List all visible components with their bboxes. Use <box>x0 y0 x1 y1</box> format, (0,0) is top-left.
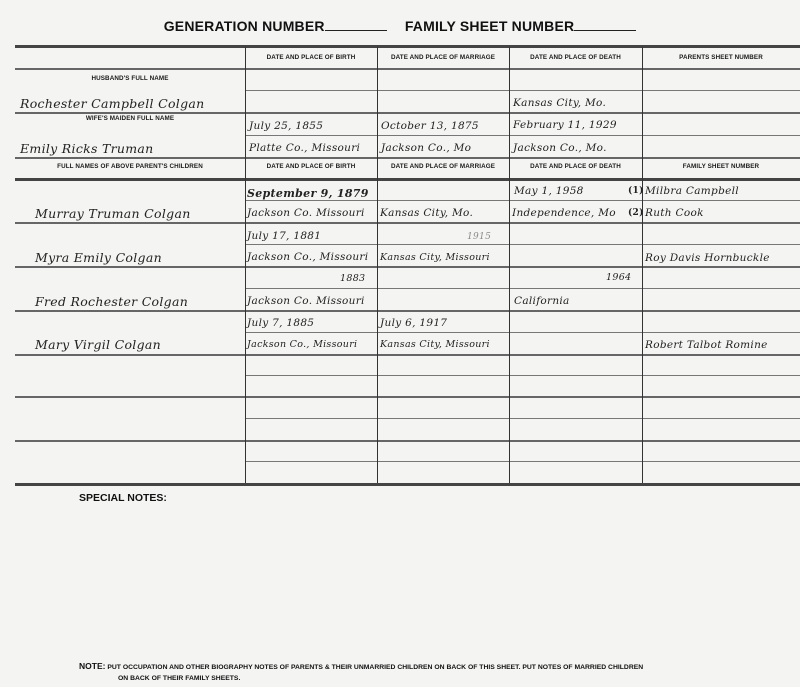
row-line <box>245 288 800 289</box>
child-4-name[interactable]: Mary Virgil Colgan <box>35 337 162 352</box>
child-1-name[interactable]: Murray Truman Colgan <box>35 206 191 221</box>
special-notes-area[interactable] <box>79 510 779 640</box>
wife-death-place[interactable]: Jackson Co., Mo. <box>513 142 607 154</box>
child-row-line <box>15 440 800 442</box>
child-2-name[interactable]: Myra Emily Colgan <box>35 250 162 265</box>
generation-number-label: GENERATION NUMBER <box>163 18 325 34</box>
column-divider <box>642 47 643 483</box>
husband-death-place[interactable]: Kansas City, Mo. <box>513 97 607 109</box>
child-2-spouse[interactable]: Roy Davis Hornbuckle <box>645 252 770 264</box>
row-line <box>245 135 800 136</box>
child-2-birth-date[interactable]: July 17, 1881 <box>247 230 322 242</box>
child-3-birth-place[interactable]: Jackson Co. Missouri <box>247 295 365 307</box>
child-3-death-date[interactable]: 1964 <box>606 272 632 283</box>
column-header-marriage-children: DATE AND PLACE OF MARRIAGE <box>390 163 496 170</box>
children-label: FULL NAMES OF ABOVE PARENT'S CHILDREN <box>57 163 203 170</box>
child-row-line <box>15 396 800 398</box>
table-bottom-border <box>15 483 800 486</box>
child-4-marriage-place[interactable]: Kansas City, Missouri <box>380 339 490 350</box>
row-line <box>245 375 800 376</box>
row-line <box>245 200 800 201</box>
row-line <box>245 461 800 462</box>
child-row-line <box>15 310 800 312</box>
child-2-marriage-date[interactable]: 1915 <box>467 232 492 242</box>
husband-label: HUSBAND'S FULL NAME <box>91 75 169 82</box>
wife-death-date[interactable]: February 11, 1929 <box>513 119 617 131</box>
wife-name[interactable]: Emily Ricks Truman <box>20 141 154 156</box>
column-header-parents-sheet: PARENTS SHEET NUMBER <box>679 54 763 61</box>
wife-birth-place[interactable]: Platte Co., Missouri <box>249 142 361 154</box>
wife-row-line <box>15 157 800 159</box>
child-4-birth-date[interactable]: July 7, 1885 <box>247 317 315 329</box>
column-header-birth: DATE AND PLACE OF BIRTH <box>266 54 356 61</box>
child-row-line <box>15 266 800 268</box>
column-header-family-sheet: FAMILY SHEET NUMBER <box>682 163 760 170</box>
child-3-name[interactable]: Fred Rochester Colgan <box>35 294 189 309</box>
row-line <box>245 332 800 333</box>
row-line <box>245 90 800 91</box>
husband-row-line <box>15 112 800 114</box>
child-1-spouse-1-marker: (1) <box>628 186 644 196</box>
child-2-birth-place[interactable]: Jackson Co., Missouri <box>247 251 369 263</box>
child-4-spouse[interactable]: Robert Talbot Romine <box>645 339 768 351</box>
child-3-death-place[interactable]: California <box>514 295 570 307</box>
footer-note-key: NOTE: <box>79 661 106 671</box>
header-divider <box>15 68 800 70</box>
column-divider <box>509 47 510 483</box>
child-1-spouse-2[interactable]: Ruth Cook <box>645 207 704 219</box>
column-header-marriage: DATE AND PLACE OF MARRIAGE <box>390 54 496 61</box>
sheet-title <box>0 18 800 34</box>
row-line <box>245 244 800 245</box>
child-2-marriage-place[interactable]: Kansas City, Missouri <box>380 252 490 263</box>
footer-note-line-1: PUT OCCUPATION AND OTHER BIOGRAPHY NOTES OF PARENTS & THEIR UNMARRIED CHILDREN ON BACK OF THIS SHEET. PUT NOTES OF MARRIED CHILDREN <box>107 664 644 671</box>
row-line <box>245 418 800 419</box>
column-header-death-children: DATE AND PLACE OF DEATH <box>530 163 621 170</box>
column-header-death: DATE AND PLACE OF DEATH <box>530 54 621 61</box>
footer-note-line-2: ON BACK OF THEIR FAMILY SHEETS. <box>118 675 241 682</box>
family-sheet-number-label: FAMILY SHEET NUMBER <box>404 18 575 34</box>
footer-note <box>79 661 799 684</box>
child-row-line <box>15 354 800 356</box>
table-top-border <box>15 45 800 48</box>
child-4-birth-place[interactable]: Jackson Co., Missouri <box>247 339 358 350</box>
wife-marriage-date[interactable]: October 13, 1875 <box>381 120 479 132</box>
child-1-spouse-2-marker: (2) <box>628 208 644 218</box>
husband-name[interactable]: Rochester Campbell Colgan <box>20 96 205 111</box>
wife-birth-date[interactable]: July 25, 1855 <box>249 120 324 132</box>
child-row-line <box>15 222 800 224</box>
child-1-birth-date[interactable]: September 9, 1879 <box>247 187 369 200</box>
wife-marriage-place[interactable]: Jackson Co., Mo <box>381 142 472 154</box>
family-sheet-number-field[interactable] <box>574 18 636 31</box>
children-header-divider <box>15 178 800 181</box>
child-1-marriage-place[interactable]: Kansas City, Mo. <box>380 207 474 219</box>
child-1-death-place[interactable]: Independence, Mo <box>512 207 616 219</box>
child-1-death-date[interactable]: May 1, 1958 <box>514 185 584 197</box>
child-3-birth-date[interactable]: 1883 <box>340 273 366 284</box>
column-divider <box>377 47 378 483</box>
wife-label: WIFE'S MAIDEN FULL NAME <box>85 115 175 122</box>
child-1-spouse-1[interactable]: Milbra Campbell <box>645 185 739 197</box>
child-1-birth-place[interactable]: Jackson Co. Missouri <box>247 207 365 219</box>
special-notes-label: SPECIAL NOTES: <box>79 492 167 504</box>
generation-number-field[interactable] <box>325 18 387 31</box>
column-header-birth-children: DATE AND PLACE OF BIRTH <box>266 163 356 170</box>
child-4-marriage-date[interactable]: July 6, 1917 <box>380 317 448 329</box>
column-divider <box>245 47 246 483</box>
